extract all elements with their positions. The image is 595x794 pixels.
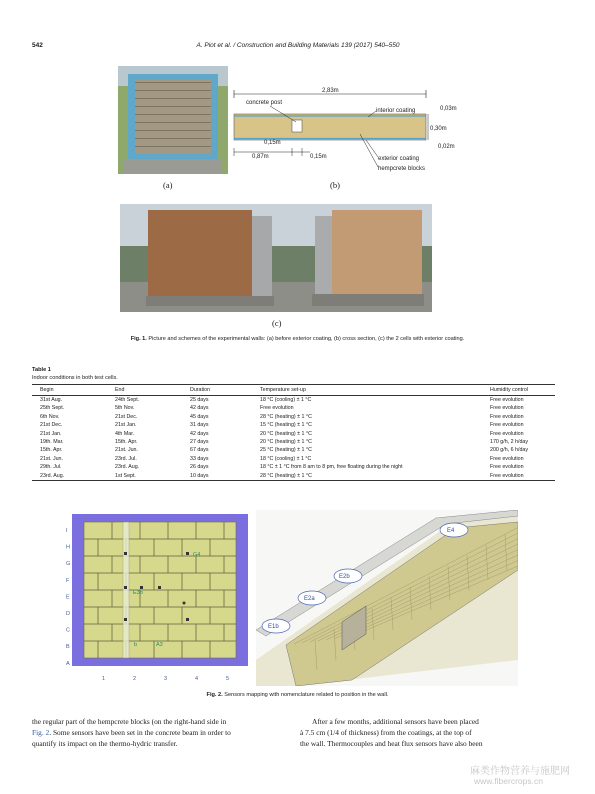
row-label: G bbox=[66, 561, 71, 568]
col-humidity: Humidity control bbox=[482, 385, 555, 396]
col-begin: Begin bbox=[32, 385, 107, 396]
journal-citation: A. Piot et al. / Construction and Building Materials 139 (2017) 540–550 bbox=[196, 42, 400, 49]
table-cell: 25th Sept. bbox=[40, 405, 65, 412]
table-row bbox=[32, 413, 555, 421]
row-label: H bbox=[66, 544, 70, 551]
column-label: 1 bbox=[102, 676, 106, 682]
table-cell: 31 days bbox=[190, 422, 209, 429]
table-row bbox=[32, 438, 555, 446]
figure-reference-link[interactable]: Fig. 2 bbox=[32, 728, 50, 737]
sensor-marker bbox=[124, 552, 127, 555]
table-cell: Free evolution bbox=[490, 413, 524, 420]
body-right-column bbox=[300, 716, 552, 749]
table-cell: 5th Nov. bbox=[115, 405, 135, 412]
table-cell: 25 °C (heating) ± 1 °C bbox=[260, 447, 312, 454]
figure2-caption bbox=[32, 692, 563, 698]
table-header-row bbox=[32, 385, 555, 396]
body-text-line bbox=[32, 727, 284, 738]
figure1b-label: (b) bbox=[330, 180, 340, 190]
table-cell: 23rd. Jul. bbox=[115, 455, 137, 462]
table-cell: 10 days bbox=[182, 472, 252, 481]
table-cell: 21st Jan. bbox=[40, 430, 62, 437]
table-row bbox=[32, 430, 555, 438]
table-row bbox=[32, 404, 555, 412]
table-cell: 18 °C (cooling) ± 1 °C bbox=[260, 397, 312, 403]
callout-e1b: E1b bbox=[268, 624, 279, 630]
figure1b-diagram bbox=[230, 84, 480, 184]
table-cell: 21st. Jun. bbox=[115, 447, 138, 454]
body-left-column bbox=[32, 716, 284, 749]
sensor-marker bbox=[186, 552, 189, 555]
table-cell: 29th. Jul. bbox=[40, 464, 62, 471]
table-row bbox=[32, 396, 555, 405]
sensor-label-b: b bbox=[134, 642, 138, 648]
table-cell: 19th. Mar. bbox=[40, 439, 64, 446]
row-label: D bbox=[66, 611, 70, 617]
table-cell: 20 °C (heating) ± 1 °C bbox=[260, 439, 312, 446]
column-label: 3 bbox=[164, 676, 168, 682]
table-cell: Free evolution bbox=[490, 430, 524, 437]
callout-e4: E4 bbox=[447, 528, 455, 534]
table1-title: Table 1 bbox=[32, 367, 51, 373]
table-cell: 26 days bbox=[190, 464, 209, 471]
row-label: E bbox=[66, 594, 70, 601]
body-text-span: . Some sensors have been set in the concrete beam in order to bbox=[49, 728, 231, 737]
sensor-marker bbox=[124, 586, 127, 589]
table-cell: 6th Nov. bbox=[40, 413, 60, 420]
figure1c-label: (c) bbox=[272, 318, 282, 328]
table-cell: 31st Aug. bbox=[40, 397, 63, 403]
row-label: F bbox=[66, 577, 70, 584]
callout-e2a: E2a bbox=[304, 596, 315, 602]
dim-total-length: 2,83m bbox=[322, 88, 339, 94]
table-row bbox=[32, 421, 555, 429]
body-text-line: quantify its impact on the thermo-hydric transfer. bbox=[32, 739, 178, 748]
table1-subtitle: Indoor conditions in both test cells. bbox=[32, 375, 118, 381]
sensor-marker bbox=[186, 618, 189, 621]
label-left-length: 0,87m bbox=[252, 154, 269, 160]
table-cell: 28 °C (heating) ± 1 °C bbox=[252, 472, 482, 481]
label-exterior-coating: exterior coating bbox=[378, 156, 420, 162]
body-text-line: the wall. Thermocouples and heat flux sensors have also been bbox=[300, 739, 483, 748]
callout-e2b: E2b bbox=[339, 574, 350, 580]
table-cell: 20 °C (heating) ± 1 °C bbox=[260, 430, 312, 437]
table-cell: Free evolution bbox=[490, 464, 524, 471]
table-row bbox=[32, 446, 555, 454]
table1-heading bbox=[32, 366, 118, 382]
table-cell: 18 °C (cooling) ± 1 °C bbox=[260, 455, 312, 462]
table1 bbox=[32, 384, 555, 481]
label-post-width: 0,15m bbox=[264, 140, 281, 146]
label-hempcrete-blocks: hempcrete blocks bbox=[378, 166, 426, 172]
sensor-label-a3: A3 bbox=[156, 642, 163, 648]
column-label: 5 bbox=[226, 676, 230, 682]
table-cell: 15th. Apr. bbox=[115, 439, 138, 446]
table-cell: 28 °C (heating) ± 1 °C bbox=[260, 413, 312, 420]
body-text-line: the regular part of the hempcrete blocks (on the right-hand side in bbox=[32, 717, 227, 726]
table-cell: 45 days bbox=[190, 413, 209, 420]
table-cell: Free evolution bbox=[490, 397, 524, 403]
table-cell: 27 days bbox=[190, 439, 209, 446]
table-cell: Free evolution bbox=[490, 422, 524, 429]
figure1-caption bbox=[32, 336, 563, 342]
watermark-chinese: 麻类作物营养与施肥网 bbox=[470, 766, 570, 777]
table-cell: 15th. Apr. bbox=[40, 447, 63, 454]
table-cell: Free evolution bbox=[490, 405, 524, 412]
label-interior-thickness: 0,03m bbox=[440, 106, 457, 112]
figure1a-label: (a) bbox=[163, 180, 173, 190]
watermark-url: www.fibercrops.cn bbox=[474, 776, 543, 786]
figure2-caption-label: Fig. 2. bbox=[206, 692, 223, 698]
table-cell: 67 days bbox=[190, 447, 209, 454]
label-wall-thickness: 0,30m bbox=[430, 126, 447, 132]
row-label: I bbox=[66, 528, 68, 534]
figure1-caption-label: Fig. 1. bbox=[130, 336, 147, 342]
table-cell: 18 °C ± 1 °C from 8 am to 8 pm, free floating during the night bbox=[260, 464, 403, 471]
sensor-label-e3b: E3b bbox=[133, 590, 143, 596]
label-concrete-post: concrete post bbox=[246, 100, 283, 106]
table-row bbox=[32, 463, 555, 471]
table-cell: 33 days bbox=[190, 455, 209, 462]
col-duration: Duration bbox=[182, 385, 252, 396]
column-label: 2 bbox=[133, 676, 137, 682]
table-cell: 21st. Jun. bbox=[40, 455, 63, 462]
body-text-line: à 7.5 cm (1/4 of thickness) from the coatings, at the top of bbox=[300, 728, 472, 737]
table-cell: 25 days bbox=[190, 397, 209, 403]
table-cell: 21st Dec. bbox=[115, 413, 138, 420]
figure2-wall-grid bbox=[66, 510, 252, 686]
table-cell: 42 days bbox=[190, 430, 209, 437]
sensor-label-g4: G4 bbox=[193, 552, 201, 558]
column-label: 4 bbox=[195, 676, 199, 682]
row-label: B bbox=[66, 644, 70, 651]
col-end: End bbox=[107, 385, 182, 396]
sensor-marker bbox=[158, 586, 161, 589]
sensor-marker bbox=[140, 586, 143, 589]
table-cell: 1st Sept. bbox=[107, 472, 182, 481]
table-cell: Free evolution bbox=[490, 455, 524, 462]
col-temperature: Temperature set-up bbox=[252, 385, 482, 396]
figure2-caption-text: Sensors mapping with nomenclature related to position in the wall. bbox=[224, 692, 389, 698]
row-label: A bbox=[66, 660, 70, 667]
table-cell: 15 °C (heating) ± 1 °C bbox=[260, 422, 312, 429]
body-text-line: After a few months, additional sensors have been placed bbox=[312, 717, 479, 726]
row-label: C bbox=[66, 627, 70, 634]
figure1a-photo bbox=[118, 66, 228, 174]
table-cell: 23rd. Aug. bbox=[115, 464, 140, 471]
sensor-marker bbox=[183, 602, 186, 605]
table-cell: 21st Dec. bbox=[40, 422, 63, 429]
table-row bbox=[32, 472, 555, 481]
figure1c-photo bbox=[120, 204, 432, 312]
table-cell: 200 g/h, 6 h/day bbox=[490, 447, 528, 454]
label-interior-coating: interior coating bbox=[376, 108, 416, 114]
table-cell: Free evolution bbox=[260, 405, 294, 412]
table-cell: 23rd. Aug. bbox=[32, 472, 107, 481]
table-row bbox=[32, 455, 555, 463]
label-post-width-bottom: 0,15m bbox=[310, 154, 327, 160]
table-cell: 170 g/h, 2 h/day bbox=[490, 439, 528, 446]
table-cell: 4th Mar. bbox=[115, 430, 135, 437]
table-cell: Free evolution bbox=[482, 472, 555, 481]
label-exterior-thickness: 0,02m bbox=[438, 144, 455, 150]
figure2-3d-view bbox=[256, 510, 518, 686]
page-number: 542 bbox=[32, 42, 43, 49]
table-cell: 21st Jan. bbox=[115, 422, 137, 429]
table-cell: 24th Sept. bbox=[115, 397, 140, 403]
figure1-caption-text: Picture and schemes of the experimental walls: (a) before exterior coating, (b) cross section, (c) the 2 cells with exterior coating. bbox=[148, 336, 465, 342]
table-cell: 42 days bbox=[190, 405, 209, 412]
sensor-marker bbox=[124, 618, 127, 621]
